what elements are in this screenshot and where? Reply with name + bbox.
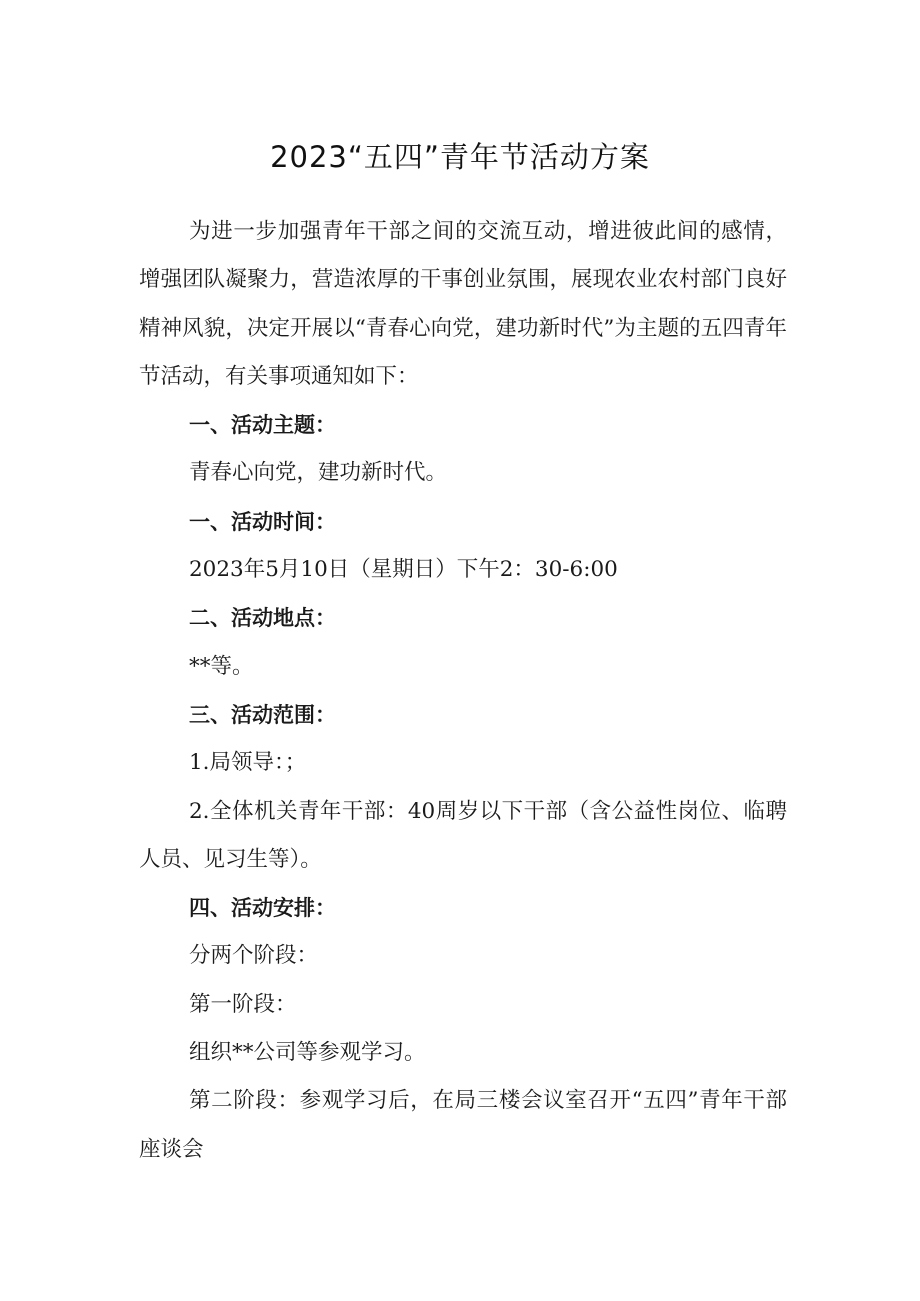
section-place-heading: 二、活动地点：: [189, 606, 336, 631]
document-title: 2023“五四”青年节活动方案: [270, 140, 650, 174]
arrangement-line-3: 组织**公司等参观学习。: [189, 1040, 426, 1066]
scope-item-2: 2.全体机关青年干部：40周岁以下干部（含公益性岗位、临聘人员、见习生等）。: [139, 798, 787, 872]
document-body: [139, 208, 787, 1174]
section-theme-content: 青春心向党，建功新时代。: [189, 460, 448, 486]
section-scope-heading: 三、活动范围：: [189, 702, 336, 727]
arrangement-line-1: 分两个阶段：: [189, 943, 319, 969]
scope-item-1: 1.局领导：；: [189, 750, 307, 776]
section-time-content: 2023年5月10日（星期日）下午2：30-6:00: [189, 557, 618, 583]
intro-paragraph: 为进一步加强青年干部之间的交流互动，增进彼此间的感情，增强团队凝聚力，营造浓厚的干事创业氛围，展现农业农村部门良好精神风貌，决定开展以“青春心向党，建功新时代”为主题的五四青年节活动，有关事项通知如下：: [139, 219, 787, 389]
section-place-content: **等。: [189, 653, 254, 679]
section-theme-heading: 一、活动主题：: [189, 413, 336, 438]
section-arrangement-heading: 四、活动安排：: [189, 896, 336, 921]
section-time-heading: 一、活动时间：: [189, 509, 336, 534]
arrangement-line-4: 第二阶段：参观学习后，在局三楼会议室召开“五四”青年干部座谈会: [139, 1088, 787, 1162]
arrangement-line-2: 第一阶段：: [189, 991, 297, 1017]
